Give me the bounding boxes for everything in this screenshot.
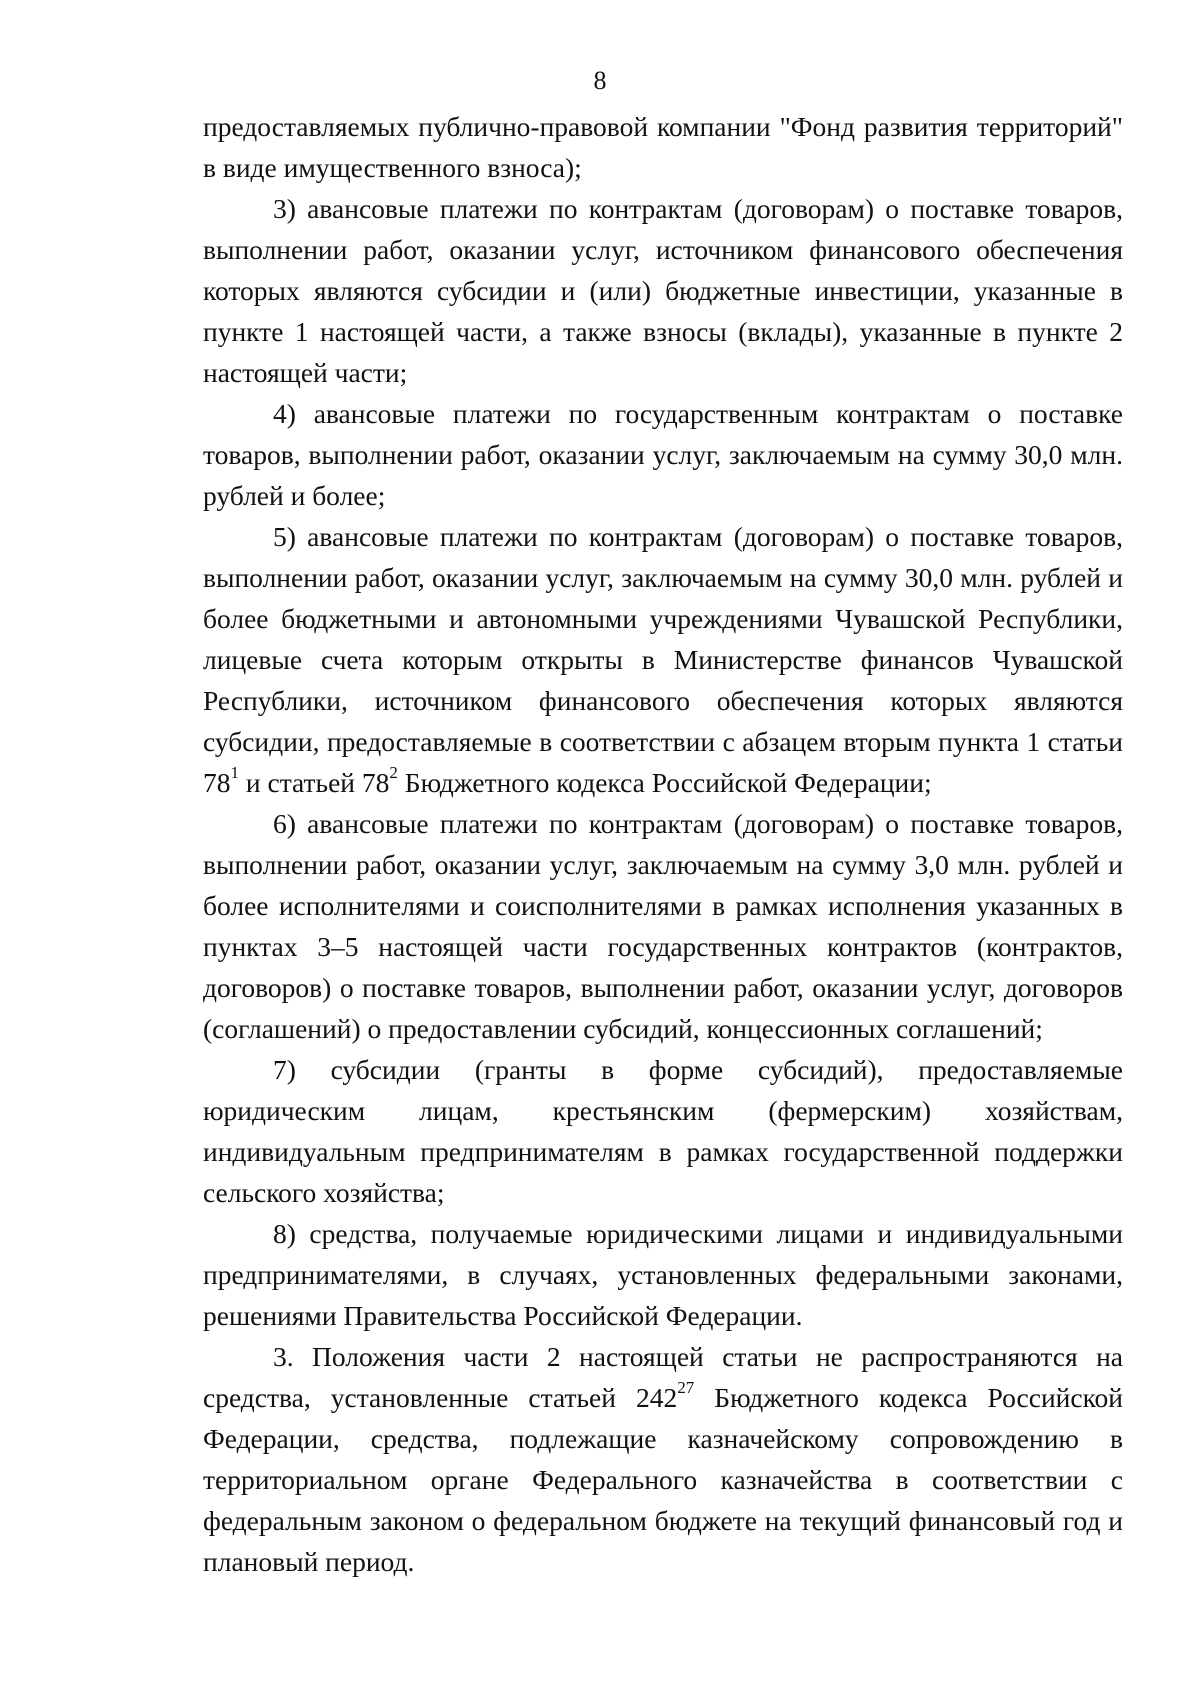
paragraph-part-3-text-a: 3. Положения части 2 настоящей статьи не распространяются на средства, установленные статьей 242 [203, 1341, 1123, 1413]
paragraph-item-5-text-b: и статьей 78 [239, 767, 390, 798]
paragraph-item-8: 8) средства, получаемые юридическими лицами и индивидуальными предпринимателями, в случаях, установленных федеральными законами, решениями Правительства Российской Федерации. [203, 1218, 1123, 1331]
paragraph-item-7: 7) субсидии (гранты в форме субсидий), предоставляемые юридическим лицам, крестьянским (фермерским) хозяйствам, индивидуальным предпринимателям в рамках государственной поддержки сельского хозяйства; [203, 1054, 1123, 1208]
paragraph-item-4: 4) авансовые платежи по государственным контрактам о поставке товаров, выполнении работ, оказании услуг, заключаемым на сумму 30,0 млн. рублей и более; [203, 398, 1123, 511]
paragraph-item-5 [203, 516, 1123, 803]
paragraph-item-5-text-c: Бюджетного кодекса Российской Федерации; [397, 767, 932, 798]
paragraph-item-5-text-a: 5) авансовые платежи по контрактам (договорам) о поставке товаров, выполнении работ, оказании услуг, заключаемым на сумму 30,0 млн. рублей и более бюджетными и автономными учреждениями Чувашской Республики, лицевые счета которым открыты в Министерстве финансов Чувашской Республики, источником финансового обеспечения которых являются субсидии, предоставляемые в соответствии с абзацем вторым пункта 1 статьи 78 [203, 521, 1123, 798]
superscript-242-27: 27 [677, 1378, 695, 1398]
paragraph-part-3 [203, 1336, 1123, 1582]
paragraph-item-3: 3) авансовые платежи по контрактам (договорам) о поставке товаров, выполнении работ, оказании услуг, источником финансового обеспечения которых являются субсидии и (или) бюджетные инвестиции, указанные в пункте 1 настоящей части, а также взносы (вклады), указанные в пункте 2 настоящей части; [203, 193, 1123, 388]
superscript-78-2: 2 [389, 763, 398, 783]
paragraph-item-6: 6) авансовые платежи по контрактам (договорам) о поставке товаров, выполнении работ, оказании услуг, заключаемым на сумму 3,0 млн. рублей и более исполнителями и соисполнителями в рамках исполнения указанных в пунктах 3–5 настоящей части государственных контрактов (контрактов, договоров) о поставке товаров, выполнении работ, оказании услуг, договоров (соглашений) о предоставлении субсидий, концессионных соглашений; [203, 808, 1123, 1044]
superscript-78-1: 1 [230, 763, 240, 783]
page-number: 8 [593, 66, 607, 95]
paragraph-continuation: предоставляемых публично-правовой компании "Фонд развития территорий" в виде имущественного взноса); [203, 111, 1123, 183]
paragraph-part-3-text-b: Бюджетного кодекса Российской Федерации, средства, подлежащие казначейскому сопровождению в территориальном органе Федерального казначейства в соответствии с федеральным законом о федеральном бюджете на текущий финансовый год и плановый период. [203, 1382, 1124, 1577]
document-body [203, 106, 1123, 1582]
